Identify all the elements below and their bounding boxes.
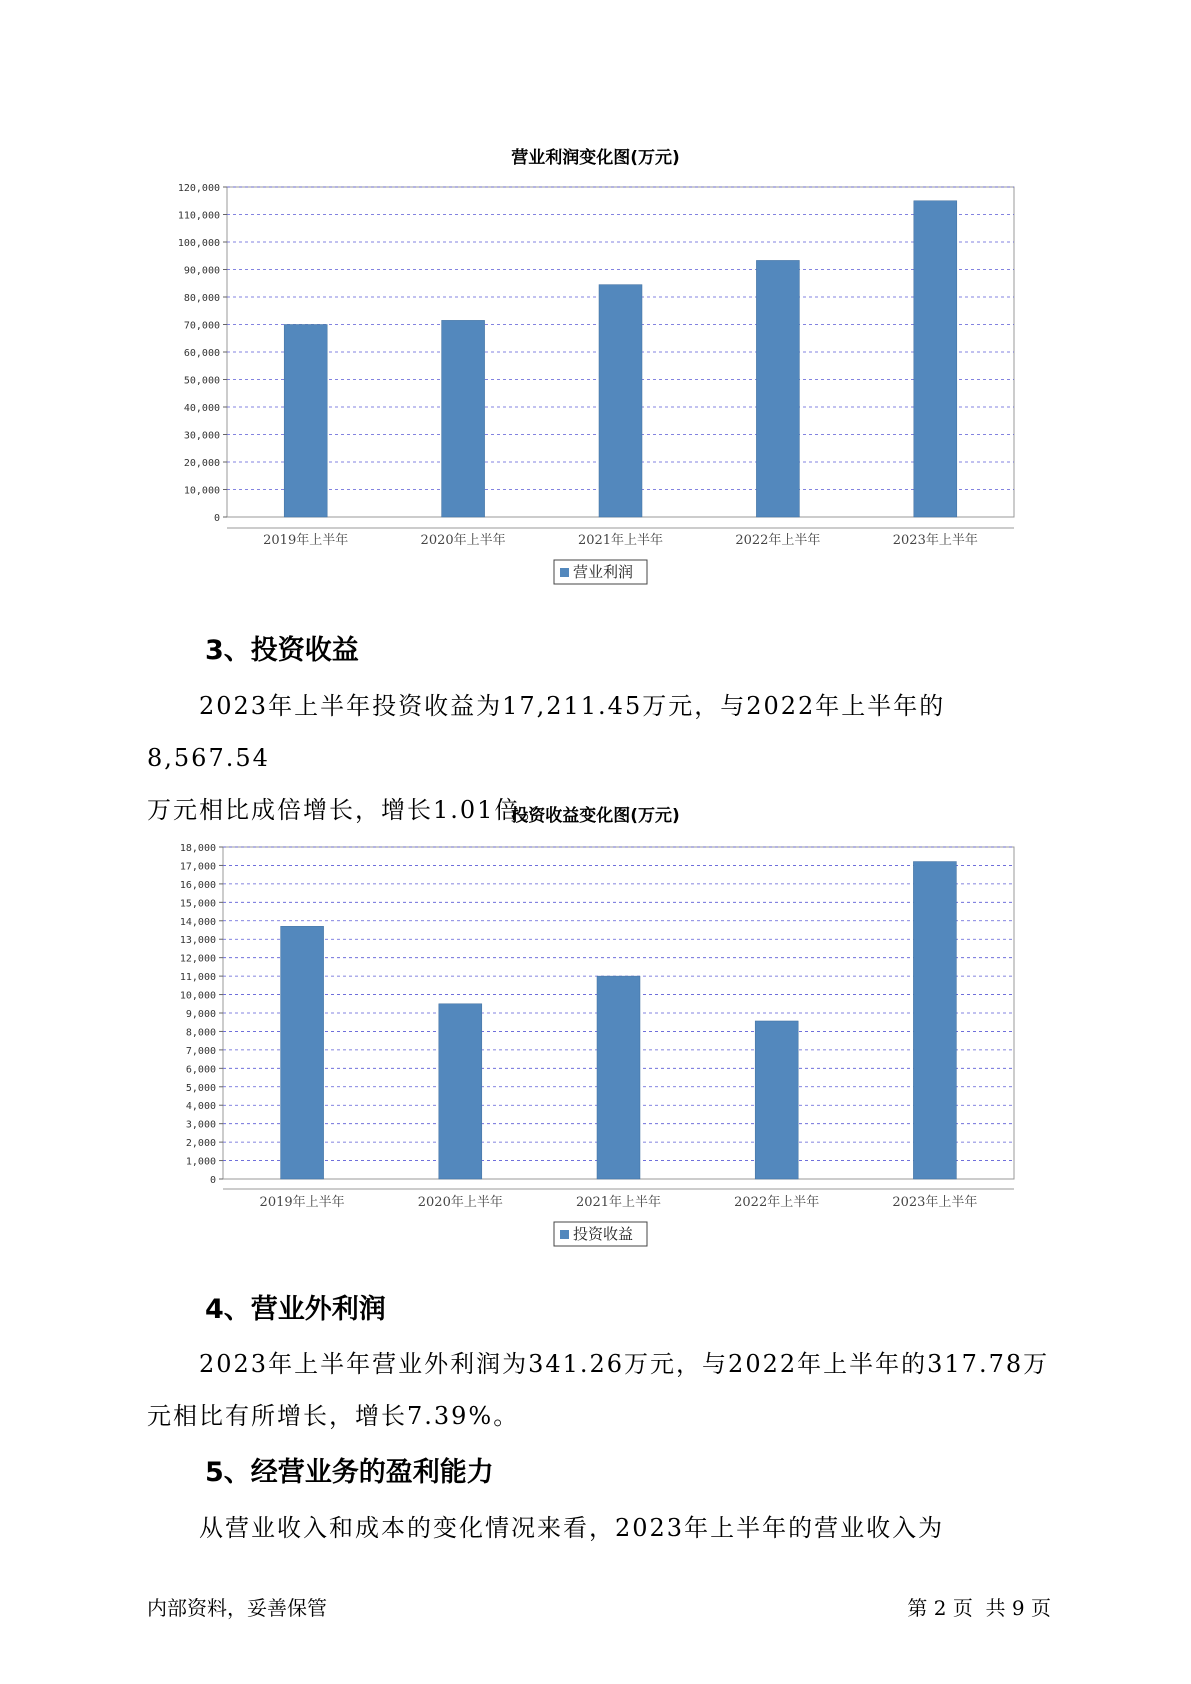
bar — [599, 285, 642, 517]
bar — [597, 976, 640, 1179]
y-tick-label: 60,000 — [183, 348, 220, 359]
bar — [756, 260, 799, 517]
y-tick-label: 110,000 — [177, 210, 220, 222]
bar — [284, 325, 327, 518]
legend-swatch — [560, 568, 569, 577]
paragraph-line: 元相比有所增长，增长7.39%。 — [147, 1402, 520, 1430]
y-tick-label: 2,000 — [185, 1138, 216, 1150]
y-tick-label: 5,000 — [185, 1082, 216, 1094]
y-tick-label: 6,000 — [185, 1064, 216, 1076]
x-tick-label: 2021年上半年 — [577, 533, 664, 548]
y-tick-label: 100,000 — [177, 238, 220, 249]
y-tick-label: 11,000 — [179, 972, 216, 984]
y-tick-label: 1,000 — [185, 1156, 216, 1168]
y-tick-label: 17,000 — [179, 861, 216, 873]
x-tick-label: 2023年上半年 — [892, 533, 978, 548]
y-tick-label: 0 — [213, 513, 220, 524]
y-tick-label: 12,000 — [179, 953, 216, 965]
paragraph-line: 万元相比成倍增长，增长1.01倍。 — [147, 796, 547, 824]
y-tick-label: 70,000 — [183, 320, 220, 332]
y-tick-label: 15,000 — [179, 898, 216, 910]
y-tick-label: 10,000 — [179, 990, 216, 1002]
x-tick-label: 2019年上半年 — [263, 533, 349, 548]
section-heading-profitability: 5、经营业务的盈利能力 — [205, 1457, 494, 1488]
y-tick-label: 0 — [209, 1175, 216, 1186]
x-tick-label: 2022年上半年 — [735, 533, 821, 548]
x-tick-label: 2020年上半年 — [417, 1195, 503, 1210]
y-tick-label: 14,000 — [179, 916, 216, 928]
footer-confidential-note: 内部资料，妥善保管 — [147, 1596, 327, 1620]
bar — [913, 862, 956, 1179]
bar — [914, 201, 957, 517]
x-tick-label: 2020年上半年 — [420, 533, 506, 548]
chart-title-investment-income: 投资收益变化图(万元) — [511, 806, 680, 826]
operating-profit-chart — [0, 170, 1191, 590]
y-tick-label: 8,000 — [185, 1027, 216, 1039]
paragraph-line: 从营业收入和成本的变化情况来看，2023年上半年的营业收入为 — [199, 1514, 945, 1542]
x-tick-label: 2021年上半年 — [575, 1195, 662, 1210]
y-tick-label: 13,000 — [179, 935, 216, 947]
x-tick-label: 2022年上半年 — [734, 1195, 820, 1210]
paragraph-profitability — [147, 1502, 1067, 1554]
y-tick-label: 18,000 — [179, 843, 216, 854]
section-heading-non-operating-profit: 4、营业外利润 — [205, 1294, 386, 1325]
y-tick-label: 50,000 — [183, 375, 220, 387]
y-tick-label: 30,000 — [183, 430, 220, 442]
y-tick-label: 120,000 — [177, 183, 220, 194]
bar — [442, 320, 485, 517]
y-tick-label: 7,000 — [185, 1045, 216, 1057]
legend-label: 投资收益 — [573, 1225, 634, 1243]
y-tick-label: 9,000 — [185, 1009, 216, 1020]
bar — [281, 926, 324, 1179]
y-tick-label: 16,000 — [179, 879, 216, 891]
bar — [755, 1021, 798, 1179]
y-tick-label: 20,000 — [183, 458, 220, 469]
y-tick-label: 4,000 — [185, 1101, 216, 1113]
y-tick-label: 40,000 — [183, 403, 220, 414]
section-heading-investment-income: 3、投资收益 — [205, 635, 359, 666]
investment-income-chart — [0, 830, 1191, 1250]
x-tick-label: 2019年上半年 — [259, 1195, 345, 1210]
bar — [439, 1004, 482, 1179]
legend-label: 营业利润 — [573, 563, 634, 581]
paragraph-line: 2023年上半年营业外利润为341.26万元，与2022年上半年的317.78万 — [199, 1350, 1050, 1378]
x-tick-label: 2023年上半年 — [892, 1195, 978, 1210]
y-tick-label: 90,000 — [183, 265, 220, 277]
paragraph-line: 2023年上半年投资收益为17,211.45万元，与2022年上半年的8,567.54 — [147, 692, 946, 772]
legend-swatch — [560, 1230, 569, 1239]
y-tick-label: 10,000 — [183, 485, 220, 497]
y-tick-label: 3,000 — [185, 1119, 216, 1131]
chart-title-operating-profit: 营业利润变化图(万元) — [511, 148, 680, 168]
footer-page-number: 第 2 页 共 9 页 — [907, 1596, 1051, 1620]
y-tick-label: 80,000 — [183, 293, 220, 304]
paragraph-non-operating-profit — [147, 1338, 1067, 1442]
